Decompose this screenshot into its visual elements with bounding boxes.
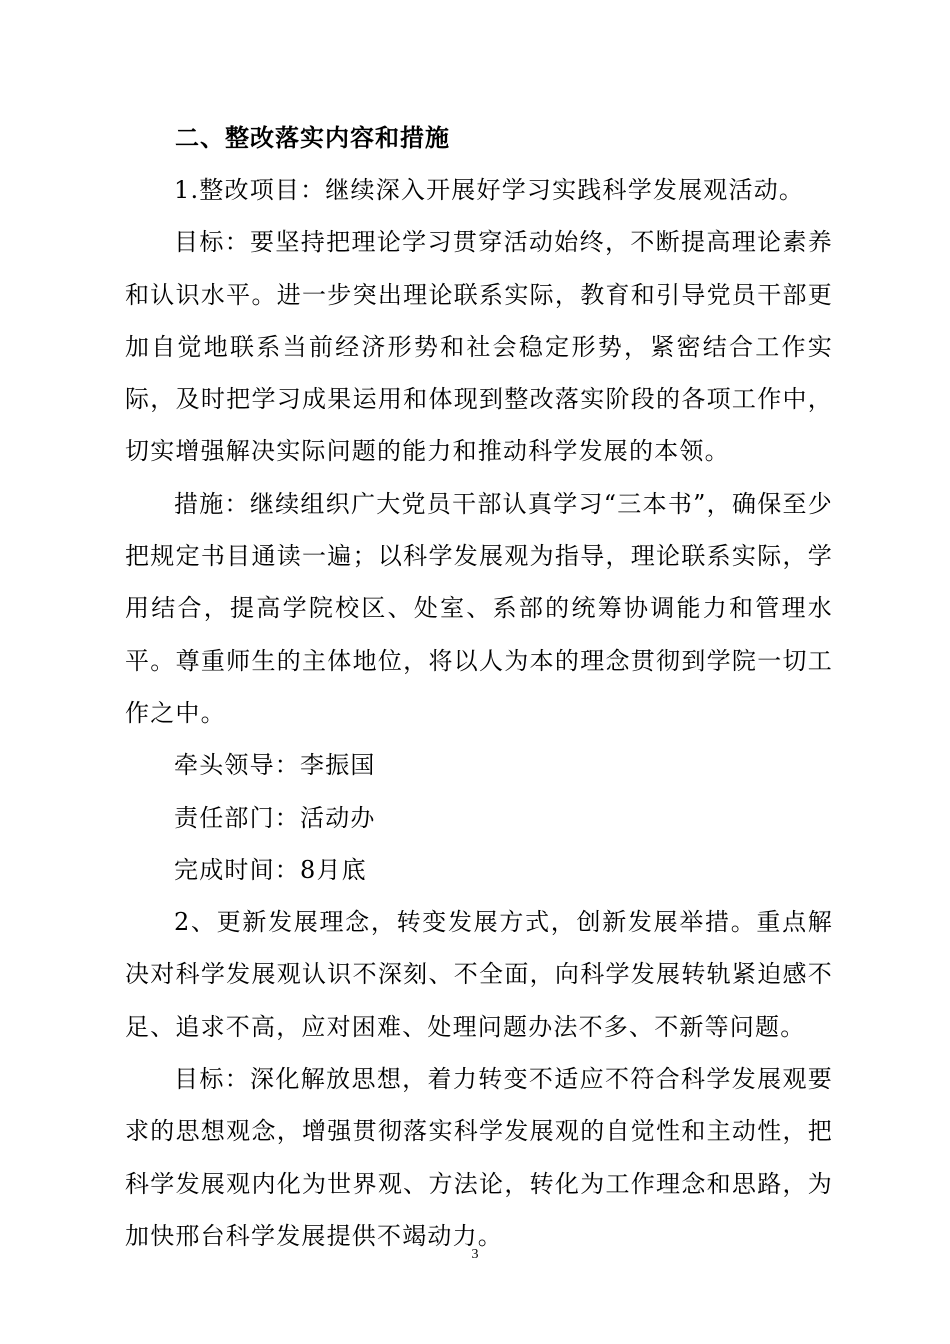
page-number: 3 xyxy=(471,1247,479,1262)
paragraph-goal-2: 目标：深化解放思想，着力转变不适应不符合科学发展观要求的思想观念，增强贯彻落实科学发展观的自觉性和主动性，把科学发展观内化为世界观、方法论，转化为工作理念和思路，为加快邢台科学发展提供不竭动力。 xyxy=(125,1065,833,1250)
paragraph-measures-1: 措施：继续组织广大党员干部认真学习“三本书”，确保至少把规定书目通读一遍；以科学发展观为指导，理论联系实际，学用结合，提高学院校区、处室、系部的统筹协调能力和管理水平。尊重师生的主体地位，将以人为本的理念贯彻到学院一切工作之中。 xyxy=(125,489,833,727)
lead-leader: 牵头领导：李振国 xyxy=(174,751,376,780)
responsible-department: 责任部门：活动办 xyxy=(174,803,376,832)
page-content xyxy=(125,112,833,1262)
paragraph-goal-1: 目标：要坚持把理论学习贯穿活动始终，不断提高理论素养和认识水平。进一步突出理论联系实际，教育和引导党员干部更加自觉地联系当前经济形势和社会稳定形势，紧密结合工作实际，及时把学习成果运用和体现到整改落实阶段的各项工作中，切实增强解决实际问题的能力和推动科学发展的本领。 xyxy=(125,228,833,466)
paragraph-item-1: 1.整改项目：继续深入开展好学习实践科学发展观活动。 xyxy=(174,176,805,204)
section-heading: 二、整改落实内容和措施 xyxy=(175,124,450,152)
completion-time: 完成时间：8月底 xyxy=(174,855,367,884)
paragraph-item-2: 2、更新发展理念，转变发展方式，创新发展举措。重点解决对科学发展观认识不深刻、不全面，向科学发展转轨紧迫感不足、追求不高，应对困难、处理问题办法不多、不新等问题。 xyxy=(125,908,833,1041)
